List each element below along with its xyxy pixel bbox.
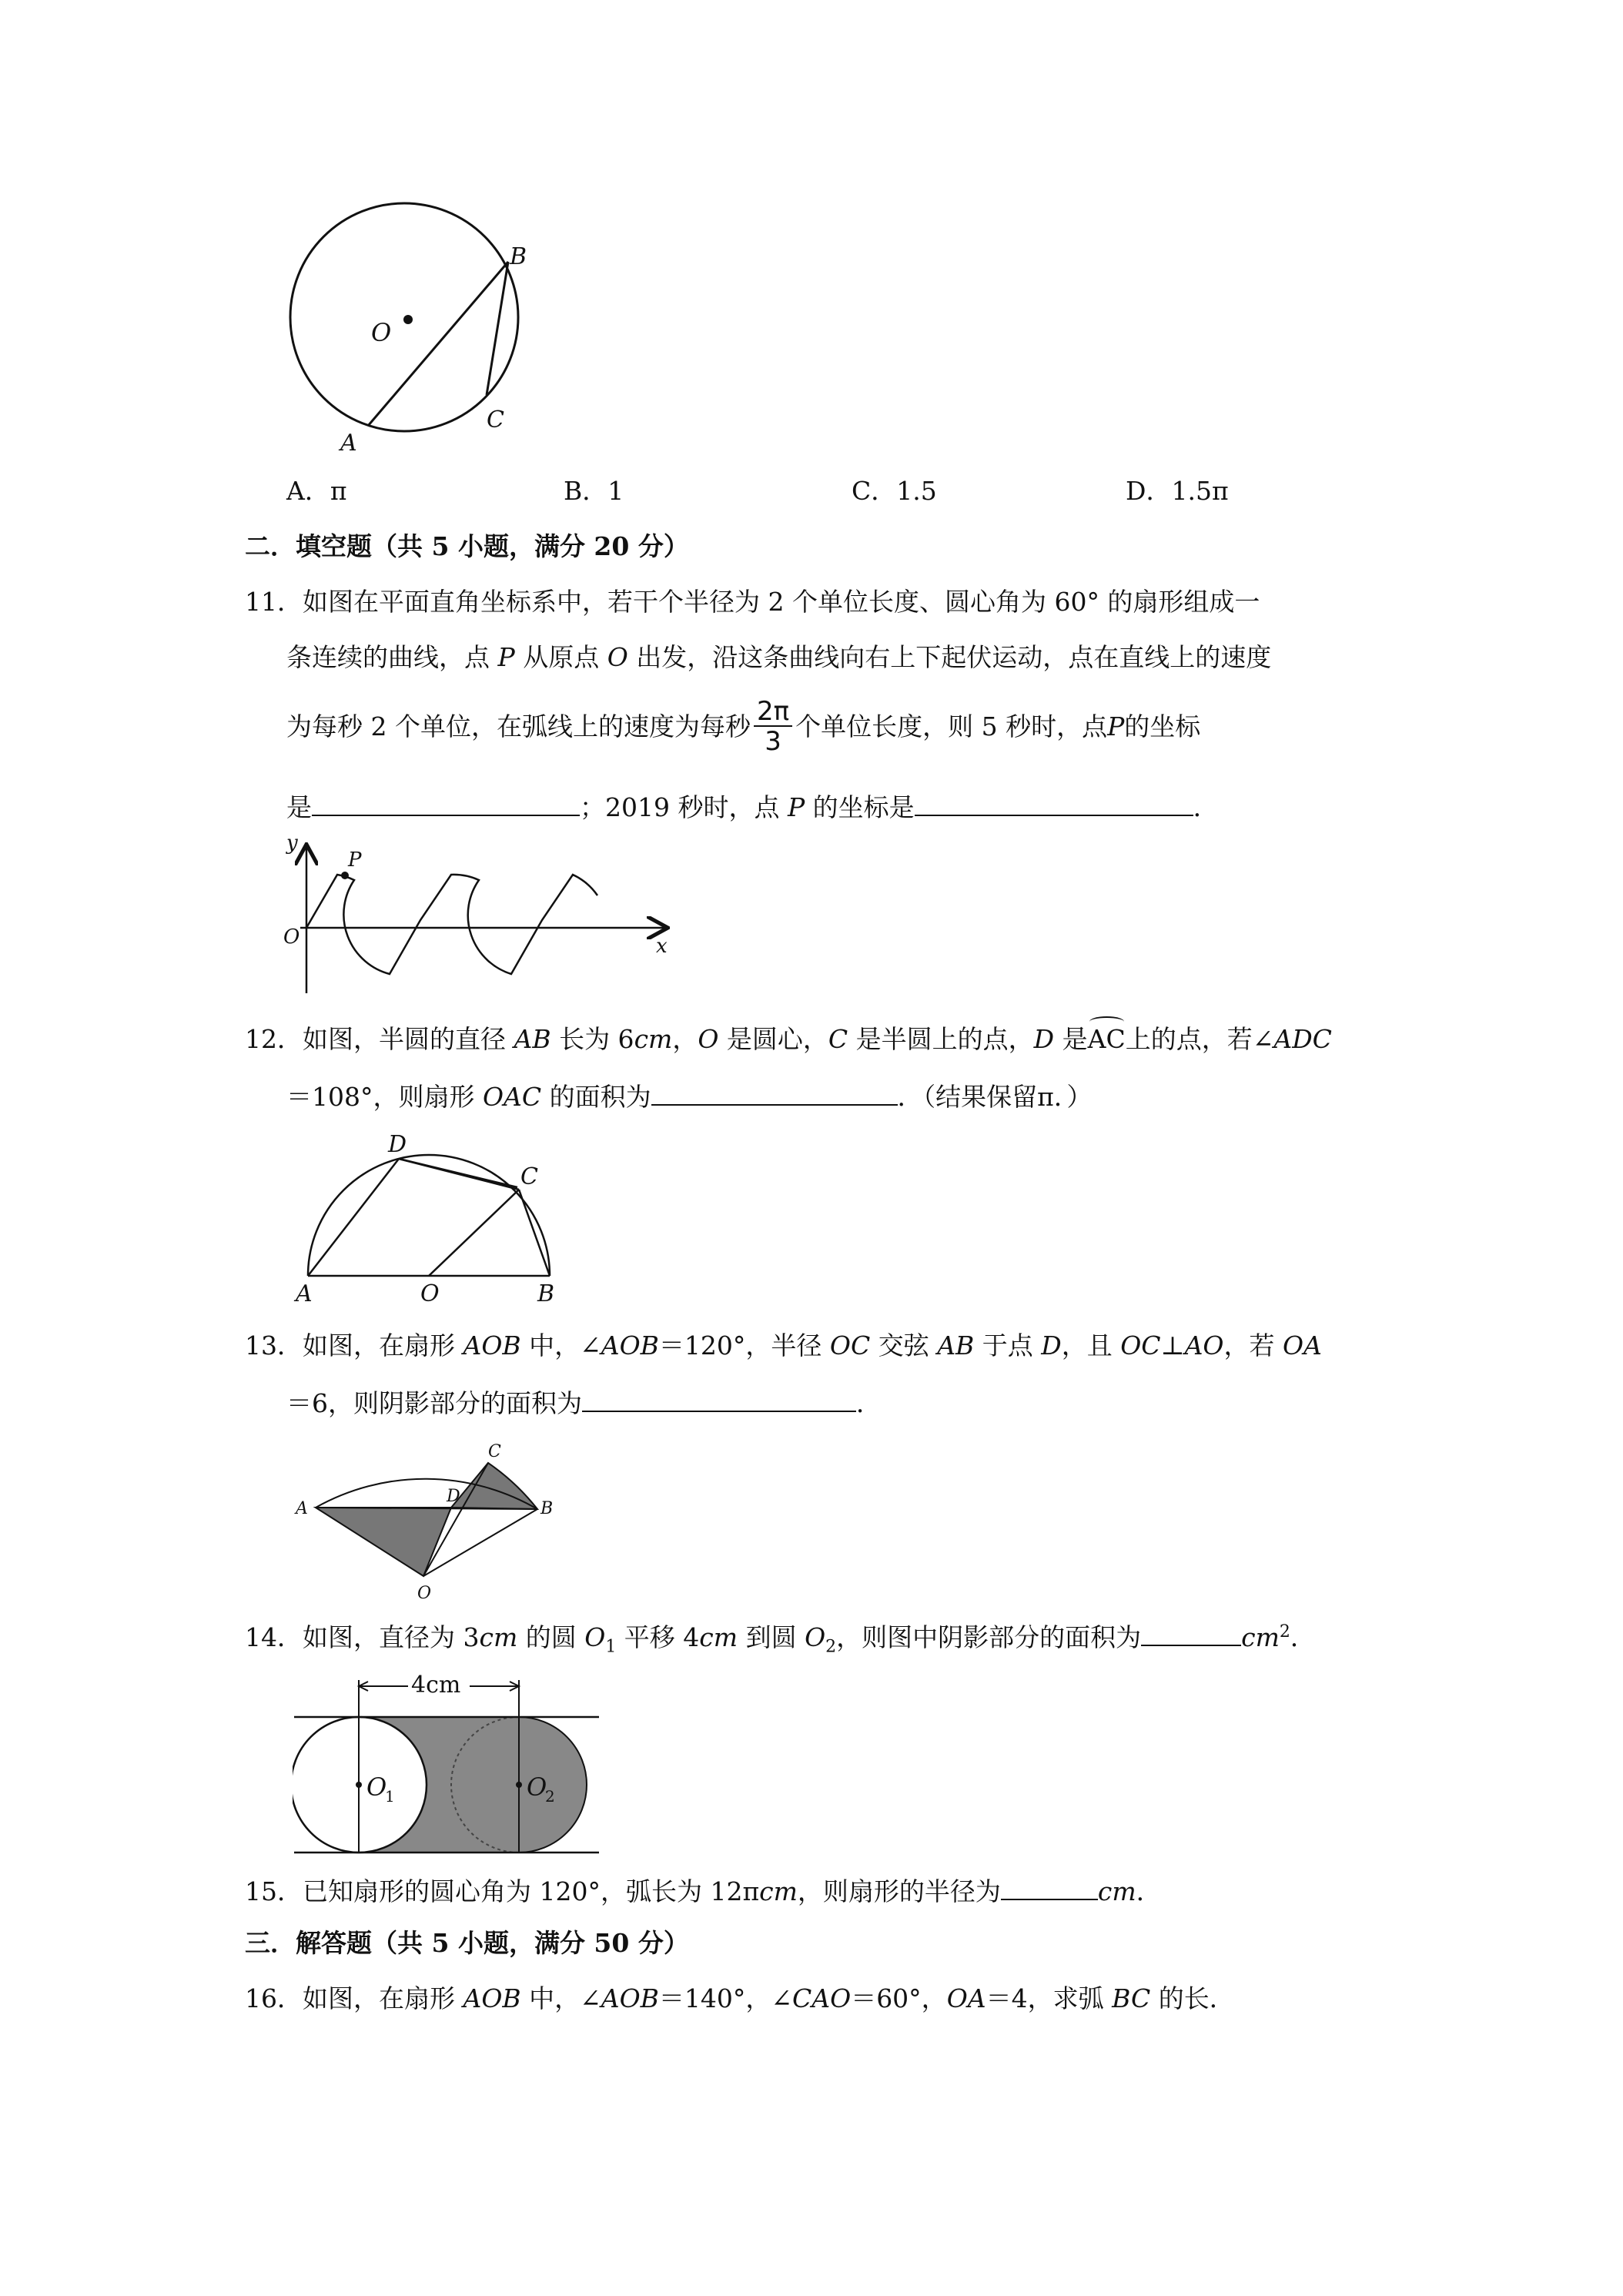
q14-sub-1: 1 [605, 1637, 617, 1657]
q14-line-1 [245, 1617, 1316, 1663]
q10-label-a: A [340, 430, 357, 457]
q11-curve [306, 875, 597, 974]
q11-text-2a: 条连续的曲线，点 [286, 642, 498, 672]
q13-var-ab: AB [937, 1330, 975, 1361]
q13-var-ao: AO [1184, 1330, 1224, 1361]
q14-sup-2: 2 [1279, 1622, 1290, 1642]
q16-var-aob: AOB [463, 1983, 521, 2013]
q10-label-c: C [487, 407, 504, 433]
q16-text-1f: 的长． [1150, 1983, 1235, 2013]
q13-text-1c: ＝120°，半径 [658, 1330, 830, 1361]
q16-var-bc: BC [1112, 1983, 1151, 2013]
q13-text-1d: 交弦 [870, 1330, 938, 1361]
section-2-title: 二．填空题（共 5 小题，满分 20 分） [245, 531, 689, 561]
q12-var-o: O [698, 1024, 719, 1054]
q12-var-oac: OAC [482, 1082, 542, 1112]
q12-text-1g: 上的点，若∠ [1125, 1024, 1274, 1054]
q12-unit-cm: cm [634, 1024, 673, 1054]
q14-answer-blank[interactable] [1141, 1618, 1241, 1646]
q14-label-o2: O [527, 1772, 547, 1802]
q12-text-2c: ．（结果保留π．） [897, 1082, 1093, 1112]
q13-text-1e: 于点 [974, 1330, 1042, 1361]
q11-text-1: 11．如图在平面直角坐标系中，若干个半径为 2 个单位长度、圆心角为 60° 的扇形组成一 [245, 587, 1260, 617]
q14-var-o1: O [584, 1622, 606, 1652]
q14-center-o2 [516, 1782, 522, 1788]
q16-text-1b: 中，∠ [520, 1983, 601, 2013]
q12-segment-oc [429, 1190, 519, 1276]
q12-text-2b: 的面积为 [541, 1082, 651, 1112]
q12-line-1 [245, 1024, 1332, 1055]
q12-var-adc: ADC [1273, 1024, 1332, 1054]
q14-text-1c: 平移 4 [616, 1622, 700, 1652]
q12-segment-ad [308, 1159, 399, 1276]
q10-circle-figure [285, 196, 539, 458]
q11-line-1 [245, 587, 1260, 618]
q14-label-o2-sub: 2 [545, 1787, 555, 1806]
q11-fraction [754, 698, 792, 756]
q10-option-d: D．1.5π [1126, 476, 1229, 506]
q14-label-o1: O [366, 1772, 387, 1802]
q13-var-d: D [1041, 1330, 1062, 1361]
section-3-title: 三．解答题（共 5 小题，满分 50 分） [245, 1928, 689, 1958]
q13-label-c: C [488, 1442, 501, 1461]
q12-var-ab: AB [514, 1024, 551, 1054]
q13-label-b: B [540, 1499, 554, 1518]
q13-label-a: A [296, 1499, 308, 1518]
q16-line-1 [245, 1983, 1235, 2014]
q12-var-c: C [828, 1024, 848, 1054]
q12-label-b: B [537, 1280, 555, 1307]
q13-text-1g: ，若 [1223, 1330, 1283, 1361]
q14-unit-cm: cm [479, 1622, 518, 1652]
q12-label-a: A [296, 1280, 313, 1307]
q14-text-1b: 的圆 [517, 1622, 585, 1652]
q11-var-p: P [497, 642, 515, 672]
q13-var-oc-2: OC [1120, 1330, 1161, 1361]
q13-sector-figure [286, 1440, 564, 1602]
q14-label-o1-sub: 1 [385, 1787, 395, 1806]
q12-text-1b: 长为 6 [550, 1024, 634, 1054]
q10-option-c: C．1.5 [852, 476, 937, 506]
q14-unit-cm-2: cm [699, 1622, 738, 1652]
q13-text-1b: 中，∠ [520, 1330, 601, 1361]
q14-translation-figure [293, 1669, 608, 1854]
q11-text-4d: ． [1193, 792, 1219, 822]
q13-text-2a: ＝6，则阴影部分的面积为 [286, 1388, 582, 1418]
q15-text-1c: ． [1136, 1876, 1162, 1906]
q13-var-aob-2: AOB [601, 1330, 659, 1361]
q11-point-p [341, 872, 349, 879]
q11-answer-blank-2[interactable] [915, 788, 1193, 816]
q10-label-o: O [371, 318, 392, 347]
q14-var-o2: O [805, 1622, 826, 1652]
q16-var-oa: OA [946, 1983, 986, 2013]
q12-answer-blank[interactable] [651, 1078, 898, 1106]
q13-line-2 [286, 1384, 882, 1419]
q11-line-4 [286, 788, 1219, 823]
q10-option-b: B．1 [564, 476, 624, 506]
q11-text-3c: 的坐标 [1124, 711, 1201, 741]
q16-text-1d: ＝60°， [851, 1983, 947, 2013]
q16-text-1c: ＝140°，∠ [658, 1983, 793, 2013]
q13-var-aob: AOB [463, 1330, 521, 1361]
q12-text-1d: 是圆心， [718, 1024, 828, 1054]
q15-text-1a: 15．已知扇形的圆心角为 120°，弧长为 12π [245, 1876, 760, 1906]
q11-line-2 [286, 642, 1271, 673]
q15-line-1 [245, 1873, 1162, 1907]
q13-label-o: O [417, 1584, 432, 1602]
q15-text-1b: ，则扇形的半径为 [797, 1876, 1001, 1906]
q13-text-1a: 13．如图，在扇形 [245, 1330, 463, 1361]
q12-text-2a: ＝108°，则扇形 [286, 1082, 483, 1112]
q12-segment-dc-2 [399, 1159, 517, 1187]
q12-label-c: C [520, 1163, 538, 1190]
q14-center-o1 [356, 1782, 362, 1788]
q15-unit-cm: cm [759, 1876, 798, 1906]
q16-var-aob-2: AOB [601, 1983, 659, 2013]
q12-label-d: D [388, 1131, 407, 1158]
q16-text-1e: ＝4，求弧 [986, 1983, 1113, 2013]
q16-text-1a: 16．如图，在扇形 [245, 1983, 463, 2013]
q11-var-p-2: P [1107, 711, 1125, 741]
q16-var-cao: CAO [792, 1983, 852, 2013]
q15-answer-blank[interactable] [1001, 1873, 1098, 1900]
q11-text-3b: 个单位长度，则 5 秒时，点 [795, 711, 1108, 741]
q14-label-distance: 4cm [411, 1672, 461, 1699]
q13-text-2b: ． [856, 1388, 882, 1418]
q13-answer-blank[interactable] [582, 1384, 856, 1412]
q11-fraction-numerator: 2π [754, 698, 792, 727]
q11-var-o: O [607, 642, 628, 672]
q13-label-d: D [447, 1487, 460, 1506]
q13-text-1f: ，且 [1061, 1330, 1121, 1361]
q11-line-3 [286, 696, 1200, 758]
q13-var-oc: OC [829, 1330, 871, 1361]
q11-fraction-denominator: 3 [765, 726, 781, 757]
q12-text-1c: ， [672, 1024, 698, 1054]
q12-text-1a: 12．如图，半圆的直径 [245, 1024, 514, 1054]
q12-segment-cb [519, 1190, 550, 1276]
q11-text-2b: 从原点 [514, 642, 607, 672]
q11-text-2c: 出发，沿这条曲线向右上下起伏运动，点在直线上的速度 [627, 642, 1272, 672]
q10-option-a: A．π [286, 476, 347, 506]
q11-text-4a: 是 [286, 792, 312, 822]
q11-wave-figure [277, 835, 678, 997]
q11-label-y: y [286, 835, 298, 855]
q14-sub-2: 2 [825, 1637, 837, 1657]
q10-center-dot [403, 315, 413, 324]
q13-perp-symbol: ⊥ [1160, 1330, 1185, 1361]
q11-var-p-3: P [787, 792, 805, 822]
q14-text-1a: 14．如图，直径为 3 [245, 1622, 480, 1652]
q12-semicircle-figure [285, 1124, 577, 1317]
q11-text-4c: 的坐标是 [805, 792, 915, 822]
q14-unit-cm-3: cm [1241, 1622, 1280, 1652]
q14-text-1e: ，则图中阴影部分的面积为 [836, 1622, 1142, 1652]
q13-var-oa: OA [1282, 1330, 1322, 1361]
q14-text-1d: 到圆 [738, 1622, 805, 1652]
q11-label-x: x [656, 935, 668, 958]
q15-unit-cm-2: cm [1097, 1876, 1136, 1906]
q10-label-b: B [510, 243, 527, 270]
q14-text-1f: ． [1290, 1622, 1316, 1652]
q11-label-o: O [283, 925, 300, 949]
q11-answer-blank-1[interactable] [312, 788, 580, 816]
q11-label-p: P [348, 848, 362, 872]
q12-text-1e: 是半圆上的点， [848, 1024, 1034, 1054]
q13-line-1 [245, 1330, 1322, 1361]
q12-text-1f: 是 [1054, 1024, 1088, 1054]
q12-semicircle-arc [308, 1155, 550, 1276]
q11-text-3a: 为每秒 2 个单位，在弧线上的速度为每秒 [286, 711, 751, 741]
q12-label-o: O [420, 1280, 440, 1307]
q12-arc-ac: AC [1087, 1024, 1126, 1054]
q12-var-d: D [1033, 1024, 1055, 1054]
q13-shaded-triangle-aod [316, 1508, 451, 1576]
q12-line-2 [286, 1078, 1092, 1113]
q11-text-4b: ；2019 秒时，点 [580, 792, 788, 822]
